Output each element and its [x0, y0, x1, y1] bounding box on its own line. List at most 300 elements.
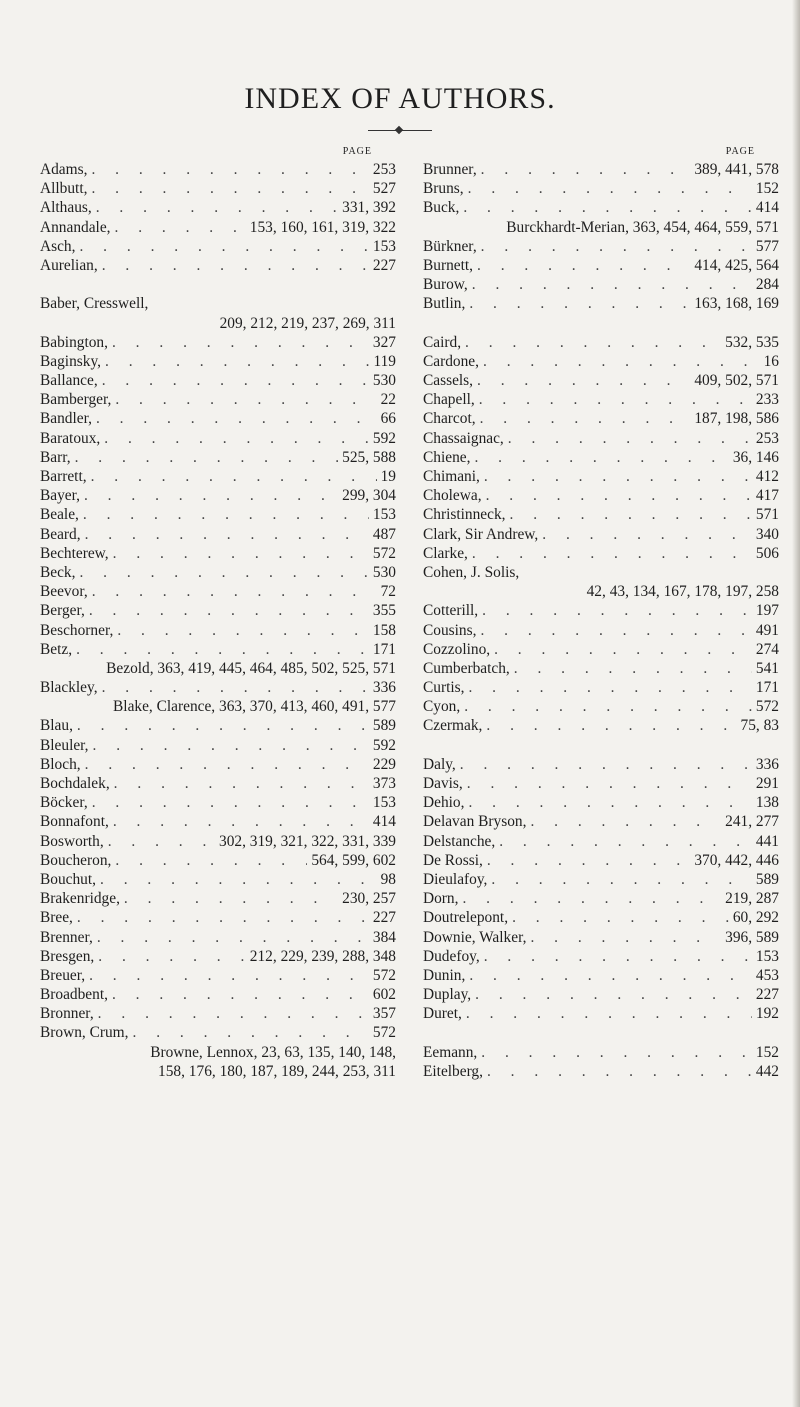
page-numbers: 577 [755, 237, 779, 255]
page-numbers: 36, 146 [732, 448, 779, 466]
leader-dots [474, 448, 728, 467]
leader-dots [486, 716, 736, 735]
leader-dots [465, 333, 721, 352]
index-entry [40, 160, 396, 179]
index-entry [423, 716, 779, 735]
page-numbers: 417 [755, 487, 779, 505]
index-entry [40, 755, 396, 774]
leader-dots [85, 525, 369, 544]
page-numbers: 241, 277 [725, 813, 779, 831]
index-entry [423, 889, 779, 908]
author-name: Cotterill, [423, 602, 479, 620]
author-name: Brenner, [40, 928, 93, 946]
author-name: Eemann, [423, 1043, 478, 1061]
index-entry [40, 198, 396, 217]
author-name: Bonnafont, [40, 813, 109, 831]
index-entry [40, 985, 396, 1004]
author-name: Böcker, [40, 794, 88, 812]
leader-dots [469, 966, 752, 985]
page-numbers: 530 [372, 563, 396, 581]
letter-group-gap [423, 314, 779, 333]
leader-dots [98, 1004, 369, 1023]
index-entry [40, 448, 396, 467]
page-numbers: 227 [372, 909, 396, 927]
index-entry [423, 505, 779, 524]
index-entry [423, 467, 779, 486]
page-numbers: 487 [372, 525, 396, 543]
author-name: Dieulafoy, [423, 870, 488, 888]
page-numbers: 253 [372, 161, 396, 178]
author-name: Brakenridge, [40, 890, 120, 908]
author-name: Cassels, [423, 372, 474, 390]
leader-dots [124, 889, 338, 908]
page-numbers: 230, 257 [342, 890, 396, 908]
leader-dots [91, 467, 377, 486]
leader-dots [462, 889, 721, 908]
page-numbers: 98 [380, 870, 396, 888]
index-entry [423, 985, 779, 1004]
page-numbers: 336 [372, 679, 396, 697]
author-name: Blackley, [40, 679, 98, 697]
index-entry [423, 352, 779, 371]
index-column-right [423, 144, 779, 1081]
index-entry [423, 947, 779, 966]
author-name: Baber, Cresswell, [40, 295, 149, 313]
leader-dots [480, 409, 691, 428]
leader-dots [96, 198, 338, 217]
index-entries-right [423, 160, 779, 1081]
leader-dots [484, 947, 752, 966]
author-name: Burnett, [423, 256, 474, 274]
author-name: Blau, [40, 717, 73, 735]
leader-dots [108, 832, 215, 851]
page-numbers: 42, 43, 134, 167, 178, 197, 258 [586, 583, 779, 601]
author-name: Delstanche, [423, 832, 496, 850]
leader-dots [97, 928, 369, 947]
author-name: Bürkner, [423, 237, 477, 255]
page-numbers: 16 [763, 352, 779, 370]
index-entry [423, 1062, 779, 1081]
leader-dots [508, 429, 752, 448]
author-name: Butlin, [423, 295, 466, 313]
index-entry [40, 621, 396, 640]
page-numbers: 357 [372, 1005, 396, 1023]
index-entry [40, 736, 396, 755]
leader-dots [491, 870, 752, 889]
index-entry [423, 371, 779, 390]
index-entry [423, 525, 779, 544]
page-numbers: 572 [372, 544, 396, 562]
author-name: Bandler, [40, 410, 92, 428]
index-entry [40, 256, 396, 275]
author-name: Chiene, [423, 448, 471, 466]
author-name: Berger, [40, 602, 85, 620]
index-entry [40, 237, 396, 256]
index-entry [423, 621, 779, 640]
index-entry [40, 774, 396, 793]
index-entry-line: Blake, Clarence, 363, 370, 413, 460, 491, 577 [113, 698, 396, 716]
page-numbers: 22 [380, 391, 396, 409]
author-name: De Rossi, [423, 851, 483, 869]
author-name: Babington, [40, 333, 108, 351]
index-entry-line: 158, 176, 180, 187, 189, 244, 253, 311 [158, 1062, 396, 1080]
leader-dots [467, 774, 752, 793]
leader-dots [483, 352, 760, 371]
author-name: Bayer, [40, 487, 80, 505]
author-name: Clarke, [423, 544, 468, 562]
page-numbers: 532, 535 [725, 333, 779, 351]
page-title: INDEX OF AUTHORS. [244, 82, 556, 116]
leader-dots [514, 659, 752, 678]
index-entry [423, 697, 779, 716]
index-entry [423, 486, 779, 505]
index-entry [40, 966, 396, 985]
author-name: Asch, [40, 237, 76, 255]
author-name: Beale, [40, 506, 79, 524]
leader-dots [468, 179, 752, 198]
page-numbers: 60, 292 [732, 909, 779, 927]
page-numbers: 138 [755, 794, 779, 812]
author-name: Chimani, [423, 468, 480, 485]
page-numbers: 152 [755, 180, 779, 198]
page-numbers: 153 [372, 794, 396, 812]
page-numbers: 227 [755, 986, 779, 1004]
leader-dots [133, 1023, 369, 1042]
letter-group-gap [40, 275, 396, 294]
leader-dots [113, 544, 369, 563]
page-numbers: 564, 599, 602 [311, 851, 396, 869]
leader-dots [77, 908, 369, 927]
index-entry [423, 237, 779, 256]
page-numbers: 409, 502, 571 [694, 372, 779, 390]
index-entry [423, 198, 779, 217]
author-name: Bresgen, [40, 947, 95, 965]
page-numbers: 373 [372, 775, 396, 792]
page-numbers: 414 [372, 813, 396, 831]
page-numbers: 589 [372, 717, 396, 735]
index-column-left [40, 144, 396, 1081]
index-entry [423, 390, 779, 409]
index-entry [423, 640, 779, 659]
leader-dots [487, 851, 690, 870]
author-name: Bree, [40, 909, 73, 927]
author-name: Dehio, [423, 794, 465, 812]
leader-dots [91, 160, 368, 179]
index-entry [423, 928, 779, 947]
leader-dots [481, 160, 691, 179]
index-entry [40, 582, 396, 601]
page-numbers: 153 [755, 947, 779, 965]
index-entry [40, 486, 396, 505]
page-numbers: 219, 287 [725, 890, 779, 908]
page-numbers: 158 [372, 621, 396, 639]
index-entry-line: Burckhardt-Merian, 363, 454, 464, 559, 571 [506, 218, 779, 236]
index-entry [423, 966, 779, 985]
leader-dots [93, 736, 369, 755]
page-numbers: 75, 83 [740, 717, 779, 735]
index-entry [40, 179, 396, 198]
leader-dots [512, 908, 729, 927]
page-numbers: 340 [755, 525, 779, 543]
author-name: Bamberger, [40, 391, 112, 409]
author-name: Czermak, [423, 717, 483, 735]
author-name: Eitelberg, [423, 1062, 483, 1080]
diamond-ornament-icon [395, 126, 403, 134]
page-numbers: 72 [380, 583, 396, 601]
author-name: Delavan Bryson, [423, 813, 527, 831]
letter-group-gap [423, 1023, 779, 1042]
leader-dots [479, 390, 752, 409]
author-name: Chassaignac, [423, 429, 504, 447]
page-numbers: 331, 392 [342, 199, 396, 217]
page-numbers: 384 [372, 928, 396, 946]
index-entry [40, 352, 396, 371]
page-numbers: 212, 229, 239, 288, 348 [249, 947, 396, 965]
index-entry [423, 659, 779, 678]
author-name: Ballance, [40, 372, 98, 390]
author-name: Bloch, [40, 755, 81, 773]
page-numbers: 530 [372, 372, 396, 390]
index-entry-line: Bezold, 363, 419, 445, 464, 485, 502, 525, 571 [106, 659, 396, 677]
index-entry [40, 832, 396, 851]
page-numbers: 389, 441, 578 [694, 161, 779, 178]
index-entry [423, 294, 779, 313]
index-entry [40, 429, 396, 448]
leader-dots [96, 409, 377, 428]
author-name: Adams, [40, 161, 88, 178]
author-name: Bruns, [423, 180, 464, 198]
leader-dots [114, 774, 369, 793]
author-name: Cyon, [423, 698, 461, 716]
author-name: Cousins, [423, 621, 477, 639]
leader-dots [530, 812, 721, 831]
author-name: Brunner, [423, 161, 477, 178]
index-entry [40, 544, 396, 563]
page-numbers: 589 [755, 870, 779, 888]
page-numbers: 152 [755, 1043, 779, 1061]
index-entry [423, 1043, 779, 1062]
index-entry [423, 333, 779, 352]
index-entry [40, 812, 396, 831]
page-numbers: 171 [372, 640, 396, 658]
leader-dots [481, 237, 752, 256]
author-name: Cozzolino, [423, 640, 491, 658]
index-entry [40, 467, 396, 486]
index-entry [40, 870, 396, 889]
author-name: Annandale, [40, 218, 111, 236]
leader-dots [102, 678, 369, 697]
index-entry [40, 505, 396, 524]
page-numbers: 506 [755, 544, 779, 562]
leader-dots [464, 697, 752, 716]
author-name: Dorn, [423, 890, 459, 908]
index-entry [40, 563, 396, 582]
page-numbers: 412 [755, 468, 779, 485]
page-numbers: 233 [755, 391, 779, 409]
author-name: Bosworth, [40, 832, 104, 850]
index-entry [40, 409, 396, 428]
page-numbers: 592 [372, 736, 396, 754]
leader-dots [466, 1004, 752, 1023]
page-column-label: PAGE [342, 146, 372, 157]
index-entry [423, 812, 779, 831]
author-name: Bleuler, [40, 736, 89, 754]
index-entry [40, 371, 396, 390]
author-name: Buck, [423, 199, 460, 217]
page-numbers: 153 [372, 237, 396, 255]
author-name: Daly, [423, 755, 456, 773]
leader-dots [98, 947, 246, 966]
leader-dots [104, 429, 369, 448]
author-name: Doutrelepont, [423, 909, 509, 927]
index-entry [40, 678, 396, 697]
leader-dots [477, 256, 690, 275]
page-numbers: 355 [372, 602, 396, 620]
page-numbers: 527 [372, 180, 396, 198]
index-entry [423, 832, 779, 851]
page-numbers: 414 [755, 199, 779, 217]
author-name: Bouchut, [40, 870, 97, 888]
author-name: Barr, [40, 448, 71, 466]
leader-dots [510, 505, 752, 524]
index-entry [423, 275, 779, 294]
title-divider [368, 130, 432, 131]
leader-dots [102, 371, 369, 390]
page-numbers: 119 [373, 352, 396, 370]
page-numbers: 525, 588 [342, 448, 396, 466]
page-numbers: 153 [372, 506, 396, 524]
page-column-label: PAGE [725, 146, 755, 157]
index-entry [423, 179, 779, 198]
page-numbers: 229 [372, 755, 396, 773]
author-name: Chapell, [423, 391, 475, 409]
page-numbers: 302, 319, 321, 322, 331, 339 [219, 832, 396, 850]
author-name: Curtis, [423, 679, 465, 697]
index-entry [423, 774, 779, 793]
page-numbers: 602 [372, 986, 396, 1004]
index-entry [423, 160, 779, 179]
leader-dots [486, 486, 752, 505]
leader-dots [481, 1043, 752, 1062]
author-name: Aurelian, [40, 256, 98, 274]
index-entry [423, 544, 779, 563]
leader-dots [91, 179, 368, 198]
author-name: Broadbent, [40, 986, 108, 1004]
leader-dots [480, 621, 751, 640]
leader-dots [472, 544, 752, 563]
index-entry [423, 793, 779, 812]
author-name: Althaus, [40, 199, 92, 217]
leader-dots [460, 755, 752, 774]
leader-dots [89, 601, 369, 620]
author-name: Brown, Crum, [40, 1024, 129, 1042]
leader-dots [84, 486, 338, 505]
page-numbers: 163, 168, 169 [694, 295, 779, 313]
author-name: Breuer, [40, 966, 86, 984]
leader-dots [484, 467, 752, 486]
page-numbers: 253 [755, 429, 779, 447]
author-name: Baginsky, [40, 352, 101, 370]
index-entry [423, 448, 779, 467]
index-entry [423, 429, 779, 448]
author-name: Cohen, J. Solis, [423, 563, 520, 581]
page-numbers: 441 [755, 832, 779, 850]
author-name: Beschorner, [40, 621, 114, 639]
leader-dots [100, 870, 377, 889]
author-name: Boucheron, [40, 851, 112, 869]
leader-dots [89, 966, 369, 985]
index-entry [40, 525, 396, 544]
author-name: Christinneck, [423, 506, 506, 524]
page-numbers: 571 [755, 506, 779, 524]
leader-dots [472, 275, 752, 294]
page-numbers: 327 [372, 333, 396, 351]
leader-dots [113, 812, 369, 831]
page-numbers: 442 [755, 1062, 779, 1080]
page-numbers: 284 [755, 276, 779, 294]
author-name: Barrett, [40, 468, 87, 485]
leader-dots [92, 793, 369, 812]
page-numbers: 572 [755, 698, 779, 716]
leader-dots [482, 601, 752, 620]
author-name: Cardone, [423, 352, 479, 370]
leader-dots [468, 678, 751, 697]
page-numbers: 192 [755, 1005, 779, 1023]
leader-dots [477, 371, 690, 390]
index-entry [423, 409, 779, 428]
scan-edge-shadow [792, 0, 800, 1407]
index-entry [40, 793, 396, 812]
author-name: Charcot, [423, 410, 476, 428]
leader-dots [530, 928, 721, 947]
letter-group-gap [423, 736, 779, 755]
page-numbers: 187, 198, 586 [694, 410, 779, 428]
author-name: Beevor, [40, 583, 88, 601]
index-entry [423, 870, 779, 889]
index-entry [423, 678, 779, 697]
leader-dots [79, 237, 368, 256]
page-numbers: 396, 589 [725, 928, 779, 946]
leader-dots [115, 218, 246, 237]
index-entry [40, 947, 396, 966]
leader-dots [469, 294, 690, 313]
author-name: Bechterew, [40, 544, 109, 562]
page-numbers: 153, 160, 161, 319, 322 [249, 218, 396, 236]
leader-dots [115, 390, 376, 409]
author-name: Caird, [423, 333, 462, 351]
author-name: Dudefoy, [423, 947, 480, 965]
author-name: Bronner, [40, 1005, 94, 1023]
index-entry [40, 716, 396, 735]
leader-dots [76, 640, 369, 659]
author-name: Duret, [423, 1005, 462, 1023]
page-numbers: 171 [755, 679, 779, 697]
index-entry [40, 1023, 396, 1042]
author-name: Dunin, [423, 966, 466, 984]
author-name: Baratoux, [40, 429, 101, 447]
page-numbers: 572 [372, 966, 396, 984]
author-name: Betz, [40, 640, 73, 658]
page-numbers: 291 [755, 775, 779, 792]
index-entry [40, 601, 396, 620]
leader-dots [85, 755, 369, 774]
page-numbers: 572 [372, 1024, 396, 1042]
leader-dots [542, 525, 752, 544]
page-numbers: 197 [755, 602, 779, 620]
page-numbers: 19 [380, 468, 396, 485]
leader-dots [117, 621, 369, 640]
index-entry [423, 755, 779, 774]
